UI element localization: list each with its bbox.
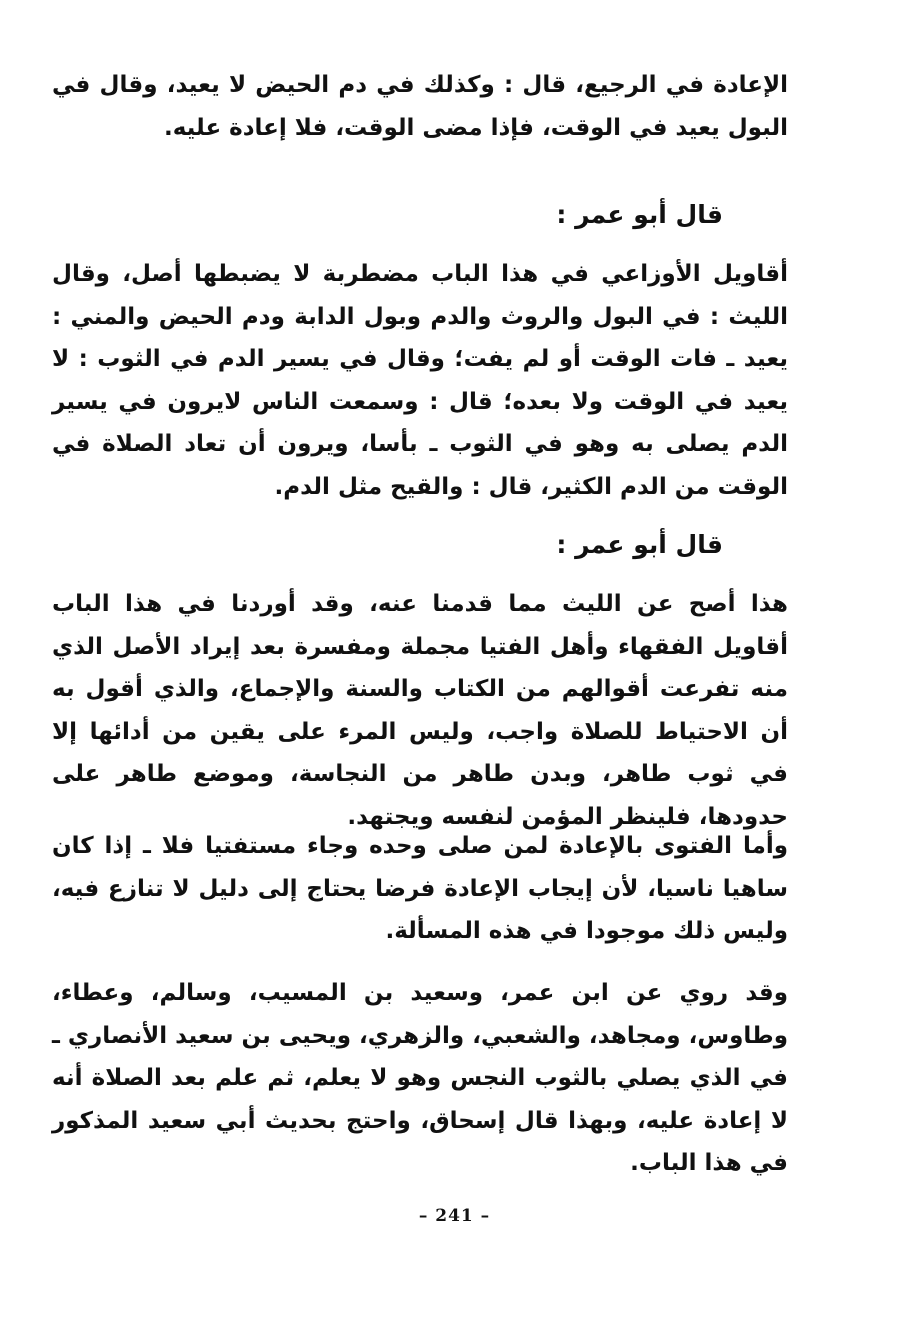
paragraph-fatwa: وأما الفتوى بالإعادة لمن صلى وحده وجاء مستفتيا فلا ـ إذا كان ساهيا ناسيا، لأن إيجاب الإعادة فرضا يحتاج إلى دليل لا تنازع فيه، وليس ذلك موجودا في هذه المسألة. [52, 833, 788, 944]
paragraph-narrations: وقد روي عن ابن عمر، وسعيد بن المسيب، وسالم، وعطاء، وطاوس، ومجاهد، والشعبي، والزهري، ويحيى بن سعيد الأنصاري ـ في الذي يصلي بالثوب النجس وهو لا يعلم، ثم علم بعد الصلاة أنه لا إعادة عليه، وبهذا قال إسحاق، واحتج بحديث أبي سعيد المذكور في هذا الباب. [52, 980, 788, 1176]
page-number: – 241 – [418, 1206, 491, 1226]
section-heading: قال أبو عمر : [556, 530, 723, 559]
paragraph-continuation: الإعادة في الرجيع، قال : وكذلك في دم الحيض لا يعيد، وقال في البول يعيد في الوقت، فإذا مضى الوقت، فلا إعادة عليه. [52, 72, 788, 141]
paragraph-awzai-layth: أقاويل الأوزاعي في هذا الباب مضطربة لا يضبطها أصل، وقال الليث : في البول والروث والدم وبول الدابة ودم الحيض والمني : يعيد ـ فات الوقت أو لم يفت؛ وقال في يسير الدم في الثوب : لا يعيد في الوقت ولا بعده؛ قال : وسمعت الناس لايرون في يسير الدم يصلى به وهو في الثوب ـ بأسا، ويرون أن تعاد الصلاة في الوقت من الدم الكثير، قال : والقيح مثل الدم. [52, 261, 788, 500]
paragraph-precaution: هذا أصح عن الليث مما قدمنا عنه، وقد أوردنا في هذا الباب أقاويل الفقهاء وأهل الفتيا مجملة ومفسرة بعد إيراد الأصل الذي منه تفرعت أقوالهم من الكتاب والسنة والإجماع، والذي أقول به أن الاحتياط للصلاة واجب، وليس المرء على يقين من أدائها إلا في ثوب طاهر، وبدن طاهر من النجاسة، وموضع طاهر على حدودها، فلينظر المؤمن لنفسه ويجتهد. [52, 591, 788, 830]
section-heading: قال أبو عمر : [556, 200, 723, 229]
